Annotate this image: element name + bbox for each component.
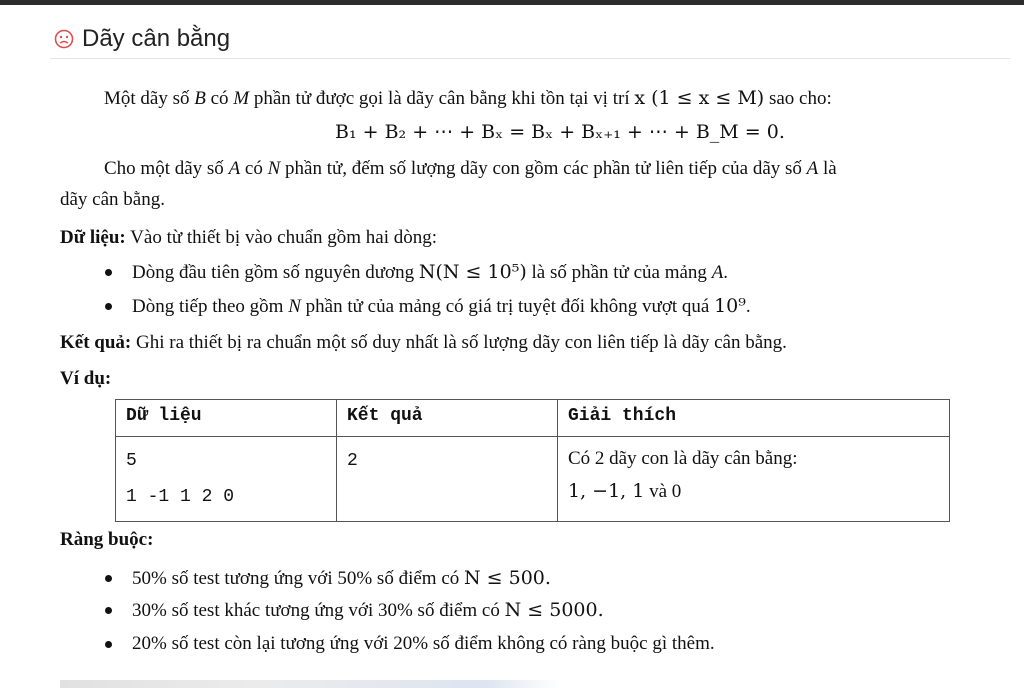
example-explain-cell: Có 2 dãy con là dãy cân bằng: 1, −1, 1 và 0 — [558, 437, 950, 522]
task-line-continued: dãy cân bằng. — [60, 189, 165, 210]
table-header-cell: Dữ liệu — [116, 400, 337, 437]
constraint-3: 20% số test còn lại tương ứng với 20% số điểm không có ràng buộc gì thêm. — [132, 633, 715, 654]
definition-line: Một dãy số B có M phần tử được gọi là dãy cân bằng khi tồn tại vị trí x (1 ≤ x ≤ M) sao cho: — [104, 87, 832, 109]
example-input-cell: 5 1 -1 1 2 0 — [116, 437, 337, 522]
output-heading: Kết quả: Ghi ra thiết bị ra chuẩn một số duy nhất là số lượng dãy con liên tiếp là dãy cân bằng. — [60, 332, 787, 353]
constraint-1: 50% số test tương ứng với 50% số điểm có N ≤ 500. — [132, 567, 551, 589]
input-bullet-1: Dòng đầu tiên gồm số nguyên dương N(N ≤ 10⁵) là số phần tử của mảng A. — [132, 261, 729, 283]
table-row — [116, 437, 950, 522]
task-line: Cho một dãy số A có N phần tử, đếm số lượng dãy con gồm các phần tử liên tiếp của dãy số A là — [104, 158, 837, 179]
bullet-icon — [105, 607, 112, 614]
table-header-cell: Kết quả — [337, 400, 558, 437]
example-output-cell: 2 — [337, 437, 558, 522]
bullet-icon — [105, 303, 112, 310]
bullet-icon — [105, 269, 112, 276]
constraint-2: 30% số test khác tương ứng với 30% số điểm có N ≤ 5000. — [132, 599, 604, 621]
balance-formula: B₁ + B₂ + ⋯ + Bₓ = Bₓ + Bₓ₊₁ + ⋯ + B_M = 0. — [335, 121, 785, 143]
footer-faded-text — [60, 680, 560, 688]
bullet-icon — [105, 641, 112, 648]
example-table — [115, 399, 950, 522]
constraints-heading: Ràng buộc: — [60, 529, 154, 550]
condition-math: x (1 ≤ x ≤ M) — [634, 87, 765, 109]
page-title: Dãy cân bằng — [82, 25, 231, 52]
input-heading: Dữ liệu: Vào từ thiết bị vào chuẩn gồm hai dòng: — [60, 227, 438, 248]
bullet-icon — [105, 575, 112, 582]
input-bullet-2: Dòng tiếp theo gồm N phần tử của mảng có giá trị tuyệt đối không vượt quá 10⁹. — [132, 295, 751, 317]
example-heading: Ví dụ: — [60, 368, 112, 389]
table-header-cell: Giải thích — [558, 400, 950, 437]
table-header-row — [116, 400, 950, 437]
